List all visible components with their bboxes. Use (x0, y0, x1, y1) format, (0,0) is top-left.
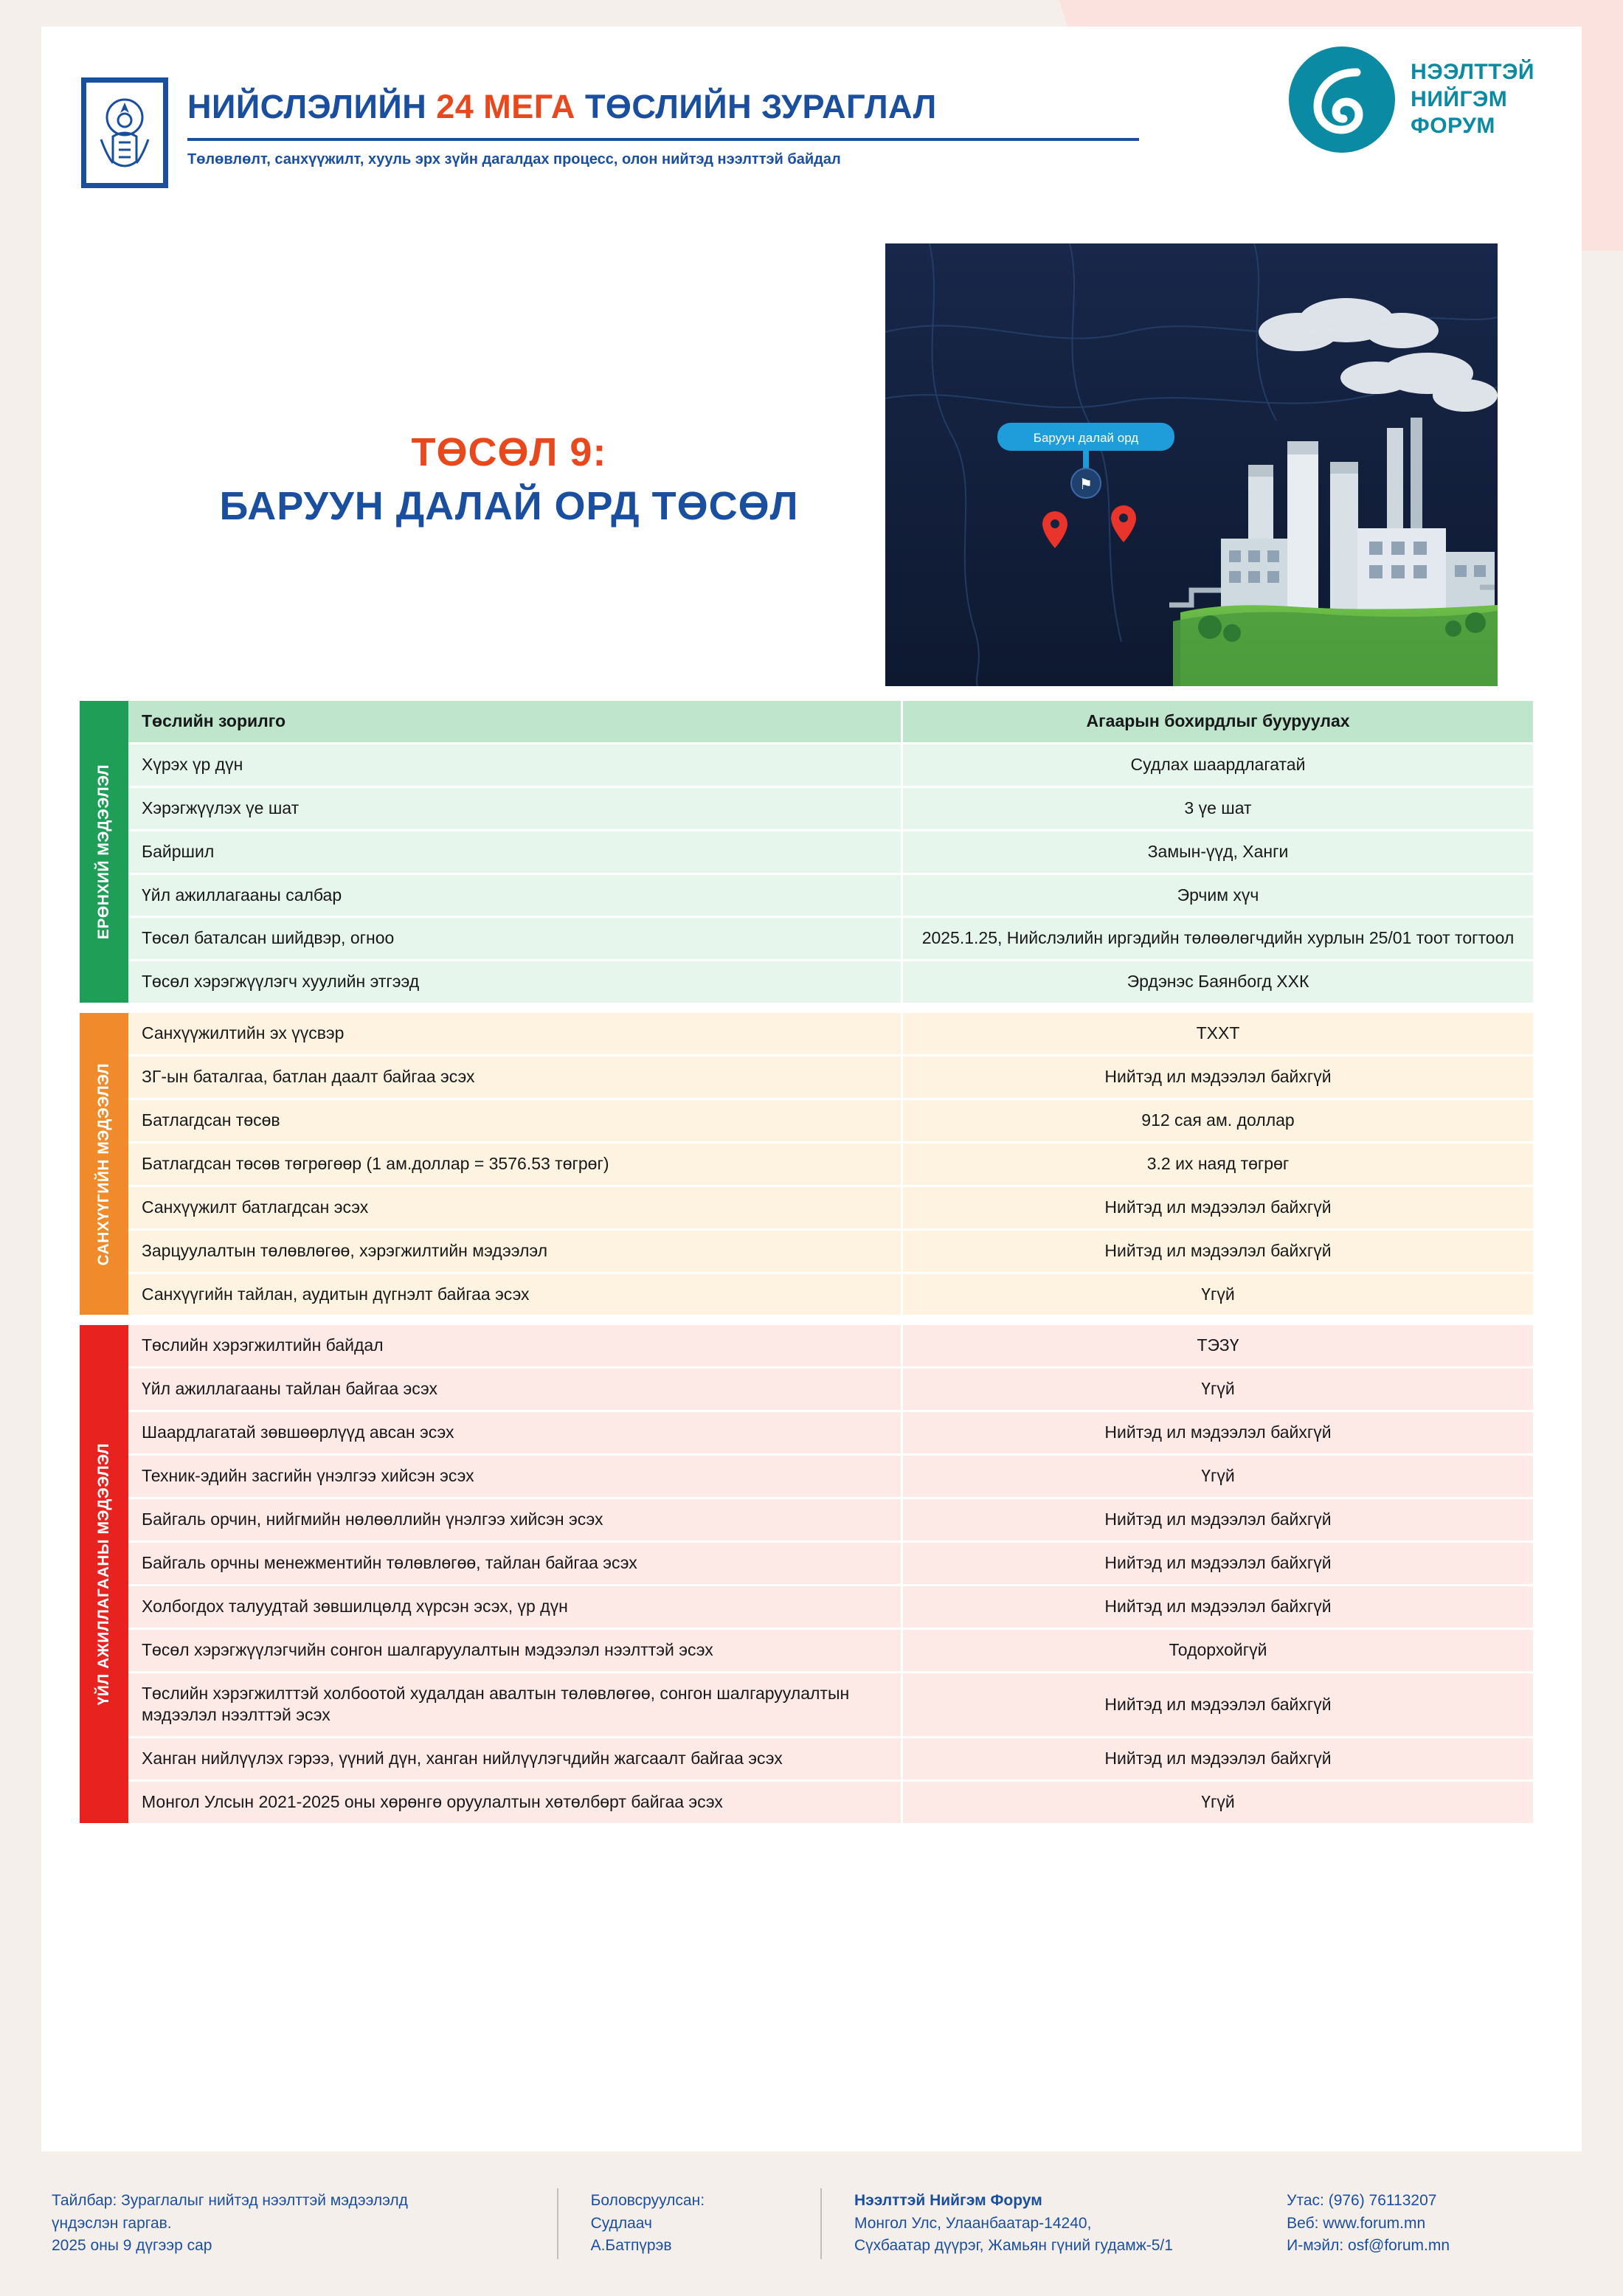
project-name: БАРУУН ДАЛАЙ ОРД ТӨСӨЛ (219, 483, 799, 528)
section-label-finance (80, 1013, 128, 1315)
row-value (903, 831, 1533, 873)
table-row (128, 1325, 1533, 1369)
logo-line-2: НИЙГЭМ (1411, 86, 1508, 111)
row-label: Шаардлагатай зөвшөөрлүүд авсан эсэх (128, 1412, 903, 1453)
row-value (903, 1057, 1533, 1098)
table-row (128, 1499, 1533, 1543)
table-row (128, 1412, 1533, 1456)
section-rows-finance (128, 1013, 1533, 1315)
row-value-text: Үгүй (1201, 1284, 1235, 1304)
hero-section (81, 243, 1527, 694)
table-row (128, 1456, 1533, 1499)
information-tables (80, 701, 1533, 1833)
row-value-text: Эрчим хүч (1177, 885, 1259, 905)
row-label: Төслийн хэрэгжилттэй холбоотой худалдан авалтын төлөвлөгөө, сонгон шалгаруулалтын мэдээлэл нээлттэй эсэх (128, 1673, 903, 1737)
svg-text:Баруун далай орд: Баруун далай орд (1033, 431, 1139, 445)
row-value (903, 1456, 1533, 1497)
footer-author-name: А.Батпүрэв (590, 2237, 672, 2255)
row-label: Төсөл хэрэгжүүлэгч хуулийн этгээд (128, 961, 903, 1003)
table-row (128, 1057, 1533, 1100)
row-value-text: ТЭЗҮ (1197, 1335, 1239, 1355)
row-value-text: Нийтэд ил мэдээлэл байхгүй (1104, 1240, 1332, 1260)
table-row (128, 1100, 1533, 1144)
section-general (80, 701, 1533, 1003)
organization-name (1411, 59, 1534, 140)
row-value (903, 1499, 1533, 1541)
footer-org-address-1: Монгол Улс, Улаанбаатар-14240, (854, 2214, 1092, 2232)
table-row (128, 1274, 1533, 1315)
footer-divider-1 (557, 2188, 558, 2259)
row-value-text: Эрдэнэс Баянбогд ХХК (1127, 972, 1309, 992)
row-value-text: Нийтэд ил мэдээлэл байхгүй (1104, 1197, 1332, 1217)
section-rows-operations (128, 1325, 1533, 1823)
footer-divider-2 (820, 2188, 822, 2259)
section-operations (80, 1325, 1533, 1823)
row-value-text: Нийтэд ил мэдээлэл байхгүй (1104, 1552, 1332, 1572)
row-value-text: Замын-үүд, Ханги (1147, 841, 1289, 861)
row-value (903, 1673, 1533, 1737)
row-value (903, 1013, 1533, 1054)
row-value (903, 1630, 1533, 1671)
table-row (128, 1231, 1533, 1274)
logo-line-1: НЭЭЛТТЭЙ (1411, 60, 1534, 85)
row-value-text: Нийтэд ил мэдээлэл байхгүй (1104, 1510, 1332, 1529)
project-number: ТӨСӨЛ 9: (411, 429, 607, 474)
footer-author-label: Боловсруулсан: (590, 2192, 705, 2210)
row-label: Санхүүжилтийн эх үүсвэр (128, 1013, 903, 1054)
organization-logo (1287, 44, 1534, 155)
row-value (903, 1274, 1533, 1315)
row-label: Монгол Улсын 2021-2025 оны хөрөнгө оруулалтын хөтөлбөрт байгаа эсэх (128, 1782, 903, 1823)
row-value-text: Тодорхойгүй (1169, 1639, 1267, 1659)
section-label-text: САНХҮҮГИЙН МЭДЭЭЛЭЛ (94, 1062, 112, 1266)
row-value (903, 744, 1533, 786)
row-label: Үйл ажиллагааны салбар (128, 875, 903, 916)
row-value (903, 1325, 1533, 1366)
table-row (128, 1013, 1533, 1057)
row-label: Холбогдох талуудтай зөвшилцөлд хүрсэн эсэх, үр дүн (128, 1586, 903, 1628)
title-divider (187, 138, 1139, 141)
table-row (128, 1543, 1533, 1586)
footer-note-date: 2025 оны 9 дүгээр сар (52, 2237, 212, 2255)
title-part-1: НИЙСЛЭЛИЙН (187, 88, 437, 125)
row-label: Байгаль орчин, нийгмийн нөлөөллийн үнэлгээ хийсэн эсэх (128, 1499, 903, 1541)
row-label: Төслийн хэрэгжилтийн байдал (128, 1325, 903, 1366)
row-value-text: ТХХТ (1196, 1023, 1240, 1043)
table-row (128, 961, 1533, 1003)
row-value (903, 1412, 1533, 1453)
row-value (903, 918, 1533, 959)
row-value-text: Үгүй (1201, 1379, 1235, 1399)
row-label: Хүрэх үр дүн (128, 744, 903, 786)
footer-org-name: Нээлттэй Нийгэм Форум (854, 2192, 1042, 2210)
row-label: Батлагдсан төсөв төгрөгөөр (1 ам.доллар = 3576.53 төгрөг) (128, 1144, 903, 1185)
page-title (187, 77, 1139, 126)
city-emblem-icon (81, 77, 168, 188)
row-value (903, 788, 1533, 829)
row-value-text: Нийтэд ил мэдээлэл байхгүй (1104, 1596, 1332, 1616)
table-row (128, 788, 1533, 831)
footer-contacts (1287, 2190, 1571, 2257)
row-value (903, 1187, 1533, 1228)
row-value-text: Судлах шаардлагатай (1130, 754, 1306, 774)
document-footer (0, 2151, 1623, 2296)
row-value (903, 1738, 1533, 1780)
row-value-text: Нийтэд ил мэдээлэл байхгүй (1104, 1749, 1332, 1768)
section-label-text: ҮЙЛ АЖИЛЛАГААНЫ МЭДЭЭЛЭЛ (94, 1443, 112, 1706)
table-row (128, 1738, 1533, 1782)
row-value-text: 2025.1.25, Нийслэлийн иргэдийн төлөөлөгчдийн хурлын 25/01 тоот тогтоол (921, 928, 1515, 948)
table-row (128, 701, 1533, 744)
row-value-text: 912 сая ам. доллар (1141, 1110, 1295, 1130)
footer-author (591, 2190, 789, 2257)
row-label: Ханган нийлүүлэх гэрээ, үүний дүн, ханган нийлүүлэгчдийн жагсаалт байгаа эсэх (128, 1738, 903, 1780)
row-label: Хэрэгжүүлэх үе шат (128, 788, 903, 829)
title-accent: 24 МЕГА (436, 88, 585, 125)
footer-phone: Утас: (976) 76113207 (1287, 2192, 1437, 2210)
table-row (128, 1673, 1533, 1739)
table-row (128, 1369, 1533, 1412)
row-label: Байгаль орчны менежментийн төлөвлөгөө, тайлан байгаа эсэх (128, 1543, 903, 1584)
row-value-text: Нийтэд ил мэдээлэл байхгүй (1104, 1694, 1332, 1714)
footer-note-line-1: Тайлбар: Зураглалыг нийтэд нээлттэй мэдээлэлд (52, 2192, 408, 2210)
section-finance (80, 1013, 1533, 1315)
row-value (903, 961, 1533, 1003)
row-label: Техник-эдийн засгийн үнэлгээ хийсэн эсэх (128, 1456, 903, 1497)
table-row (128, 1586, 1533, 1630)
footer-email[interactable]: И-мэйл: osf@forum.mn (1287, 2237, 1450, 2255)
svg-text:⚑: ⚑ (1079, 477, 1093, 493)
footer-org-address-2: Сүхбаатар дүүрэг, Жамьян гүний гудамж-5/1 (854, 2237, 1173, 2255)
row-value (903, 1369, 1533, 1410)
row-label: Үйл ажиллагааны тайлан байгаа эсэх (128, 1369, 903, 1410)
table-row (128, 1187, 1533, 1231)
footer-note (52, 2190, 525, 2257)
row-value (903, 1586, 1533, 1628)
forum-logo-icon (1287, 44, 1397, 155)
row-value (903, 1782, 1533, 1823)
table-row (128, 1630, 1533, 1673)
row-value-text: Нийтэд ил мэдээлэл байхгүй (1104, 1422, 1332, 1442)
project-illustration (885, 243, 1498, 686)
table-row (128, 1144, 1533, 1187)
row-label: Төслийн зорилго (128, 701, 903, 742)
row-value (903, 1231, 1533, 1272)
row-label: Батлагдсан төсөв (128, 1100, 903, 1141)
row-label: Зарцуулалтын төлөвлөгөө, хэрэгжилтийн мэдээлэл (128, 1231, 903, 1272)
row-label: Санхүүжилт батлагдсан эсэх (128, 1187, 903, 1228)
title-part-2: ТӨСЛИЙН ЗУРАГЛАЛ (584, 88, 937, 125)
row-value-text: 3 үе шат (1184, 798, 1252, 817)
row-value-text: Нийтэд ил мэдээлэл байхгүй (1104, 1067, 1332, 1087)
footer-note-line-2: үндэслэн гаргав. (52, 2214, 172, 2232)
row-label: Төсөл хэрэгжүүлэгчийн сонгон шалгаруулалтын мэдээлэл нээлттэй эсэх (128, 1630, 903, 1671)
row-label: ЗГ-ын баталгаа, батлан даалт байгаа эсэх (128, 1057, 903, 1098)
row-label: Санхүүгийн тайлан, аудитын дүгнэлт байгаа эсэх (128, 1274, 903, 1315)
section-rows-general (128, 701, 1533, 1003)
row-value (903, 875, 1533, 916)
table-row (128, 831, 1533, 875)
section-label-text: ЕРӨНХИЙ МЭДЭЭЛЭЛ (94, 764, 112, 940)
footer-website[interactable]: Веб: www.forum.mn (1287, 2214, 1426, 2232)
footer-author-role: Судлаач (590, 2214, 652, 2232)
row-value-text: Үгүй (1201, 1792, 1235, 1812)
table-row (128, 875, 1533, 919)
table-row (128, 744, 1533, 788)
table-row (128, 918, 1533, 961)
table-row (128, 1782, 1533, 1823)
section-label-operations (80, 1325, 128, 1823)
row-value-text: Агаарын бохирдлыг бууруулах (1086, 711, 1350, 730)
row-value (903, 1144, 1533, 1185)
row-value (903, 701, 1533, 742)
document-header (81, 77, 1139, 188)
row-value-text: Үгүй (1201, 1466, 1235, 1486)
row-label: Төсөл баталсан шийдвэр, огноо (128, 918, 903, 959)
row-value-text: 3.2 их наяд төгрөг (1146, 1153, 1290, 1173)
footer-organization (854, 2190, 1287, 2257)
row-value (903, 1100, 1533, 1141)
page-subtitle: Төлөвлөлт, санхүүжилт, хууль эрх зүйн дагалдах процесс, олон нийтэд нээлттэй байдал (187, 151, 841, 167)
logo-line-3: ФОРУМ (1411, 114, 1495, 139)
section-label-general (80, 701, 128, 1003)
row-label: Байршил (128, 831, 903, 873)
row-value (903, 1543, 1533, 1584)
